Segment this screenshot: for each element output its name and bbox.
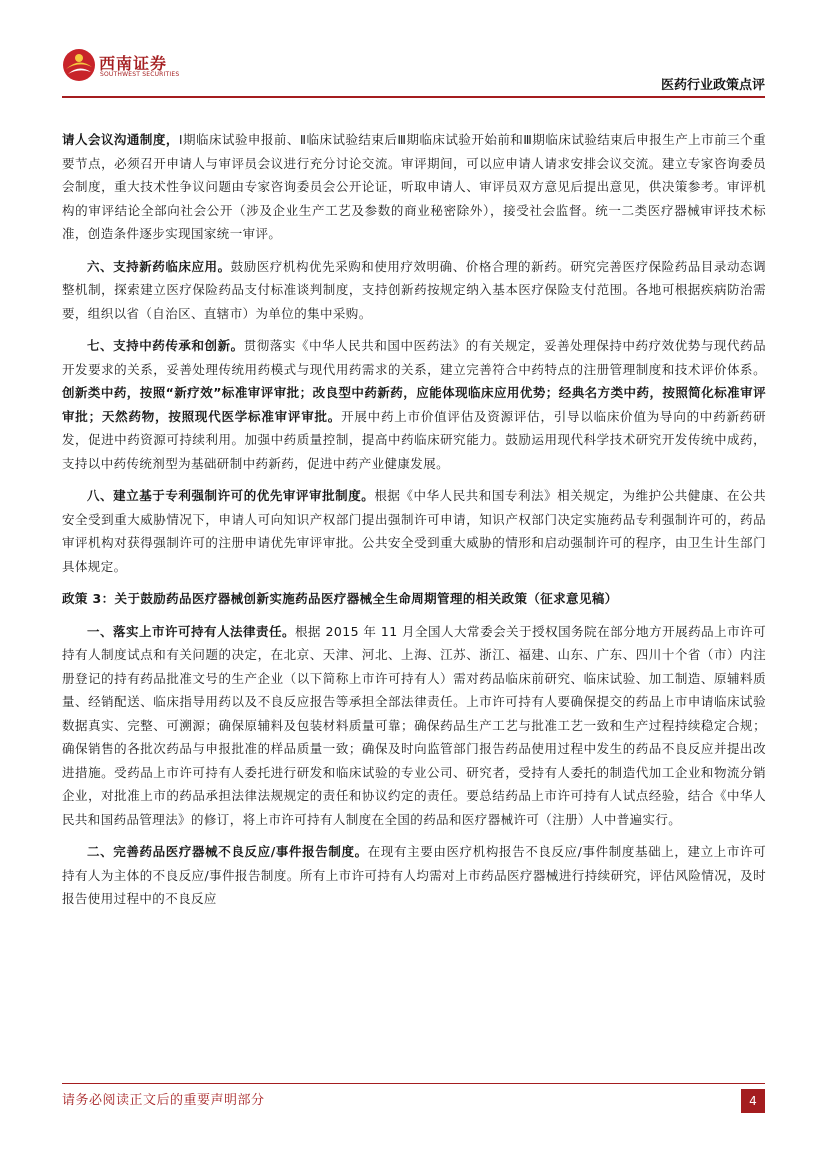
paragraph-text: 在现有主要由医疗机构报告不良反应/事件制度基础上，建立上市许可持有人为主体的不良反应/事件报告制度。所有上市许可持有人均需对上市药品医疗器械进行持续研究，评估风险情况，及时报告使用过程中的不良反应 bbox=[62, 844, 766, 906]
paragraph-text: 鼓励医疗机构优先采购和使用疗效明确、价格合理的新药。研究完善医疗保险药品目录动态调整机制，探索建立医疗保险药品支付标准谈判制度，支持创新药按规定纳入基本医疗保险支付范围。各地可根据疾病防治需要，组织以省（自治区、直辖市）为单位的集中采购。 bbox=[62, 258, 766, 321]
paragraph-section-6 bbox=[62, 255, 766, 326]
paragraph-policy3-section-2 bbox=[62, 840, 766, 911]
company-logo bbox=[62, 48, 182, 84]
logo-chinese-name: 西南证券 bbox=[99, 54, 168, 73]
paragraph-text: 根据《中华人民共和国专利法》相关规定，为维护公共健康、在公共安全受到重大威胁情况下，申请人可向知识产权部门提出强制许可申请，知识产权部门决定实施药品专利强制许可的，药品审评机构对获得强制许可的注册申请优先审评审批。公共安全受到重大威胁的情形和启动强制许可的程序，由卫生计生部门具体规定。 bbox=[62, 488, 766, 574]
paragraph-lead: 请人会议沟通制度， bbox=[62, 132, 179, 147]
section-heading: 一、落实上市许可持有人法律责任。 bbox=[87, 623, 296, 639]
paragraph-section-8 bbox=[62, 484, 766, 578]
page-number: 4 bbox=[741, 1089, 765, 1113]
section-heading: 七、支持中药传承和创新。 bbox=[87, 338, 244, 353]
disclaimer-notice: 请务必阅读正文后的重要声明部分 bbox=[62, 1093, 265, 1108]
document-body bbox=[62, 128, 766, 920]
report-category-title: 医药行业政策点评 bbox=[660, 78, 765, 93]
paragraph-policy3-section-1 bbox=[62, 620, 766, 832]
paragraph-text: Ⅰ期临床试验申报前、Ⅱ临床试验结束后Ⅲ期临床试验开始前和Ⅲ期临床试验结束后申报生产上市前三个重要节点，必须召开申请人与审评员会议进行充分讨论交流。审评期间，可以应申请人请求安排会议交流。建立专家咨询委员会制度，重大技术性争议问题由专家咨询委员会公开论证，听取申请人、审评员双方意见后提出意见，供决策参考。审评机构的审评结论全部向社会公开（涉及企业生产工艺及参数的商业秘密除外），接受社会监督。统一二类医疗器械审评技术标准，创造条件逐步实现国家统一审评。 bbox=[62, 132, 766, 241]
policy-3-title: 政策 3：关于鼓励药品医疗器械创新实施药品医疗器械全生命周期管理的相关政策（征求意见稿） bbox=[62, 591, 618, 606]
southwest-securities-logo-icon bbox=[62, 48, 96, 82]
paragraph-meeting-system bbox=[62, 128, 766, 246]
section-heading: 八、建立基于专利强制许可的优先审评审批制度。 bbox=[87, 488, 375, 503]
emphasis-text: 创新类中药，按照“新疗效”标准审评审批；改良型中药新药，应能体现临床应用优势；经典名方类中药，按照简化标准审评审批；天然药物，按照现代医学标准审评审批。 bbox=[62, 385, 766, 424]
section-heading: 二、完善药品医疗器械不良反应/事件报告制度。 bbox=[87, 844, 368, 859]
paragraph-text: 贯彻落实《中华人民共和国中医药法》的有关规定，妥善处理保持中药疗效优势与现代药品开发要求的关系，妥善处理传统用药模式与现代用药需求的关系，建立完善符合中药特点的注册管理制度和技术评价体系。 bbox=[62, 338, 766, 377]
footer-divider bbox=[62, 1083, 765, 1084]
paragraph-section-7 bbox=[62, 334, 766, 475]
paragraph-text: 开展中药上市价值评估及资源评估，引导以临床价值为导向的中药新药研发，促进中药资源可持续利用。加强中药质量控制，提高中药临床研究能力。鼓励运用现代科学技术研究开发传统中成药，支持以中药传统剂型为基础研制中药新药，促进中药产业健康发展。 bbox=[62, 408, 766, 471]
header-divider bbox=[62, 96, 765, 98]
paragraph-text: 根据 2015 年 11 月全国人大常委会关于授权国务院在部分地方开展药品上市许可持有人制度试点和有关问题的决定，在北京、天津、河北、上海、江苏、浙江、福建、山东、广东、四川十个省（市）内注册登记的持有药品批准文号的生产企业（以下简称上市许可持有人）需对药品临床前研究、临床试验、加工制造、原辅料质量、经销配送、临床指导用药以及不良反应报告等承担全部法律责任。上市许可持有人要确保提交的药品上市申请临床试验数据真实、完整、可溯源；确保原辅料及包装材料质量可靠；确保药品生产工艺与批准工艺一致和生产过程持续稳定合规；确保销售的各批次药品与申报批准的样品质量一致；确保及时向监管部门报告药品使用过程中发生的药品不良反应并提出改进措施。受药品上市许可持有人委托进行研发和临床试验的专业公司、研究者，受持有人委托的制造代加工企业和物流分销企业，对批准上市的药品承担法律法规规定的责任和协议约定的责任。要总结药品上市许可持有人试点经验，结合《中华人民共和国药品管理法》的修订，将上市许可持有人制度在全国的药品和医疗器械许可（注册）人中普遍实行。 bbox=[62, 623, 766, 827]
logo-english-name: SOUTHWEST SECURITIES bbox=[100, 71, 180, 78]
page-header bbox=[0, 0, 827, 100]
section-heading: 六、支持新药临床应用。 bbox=[87, 258, 231, 274]
